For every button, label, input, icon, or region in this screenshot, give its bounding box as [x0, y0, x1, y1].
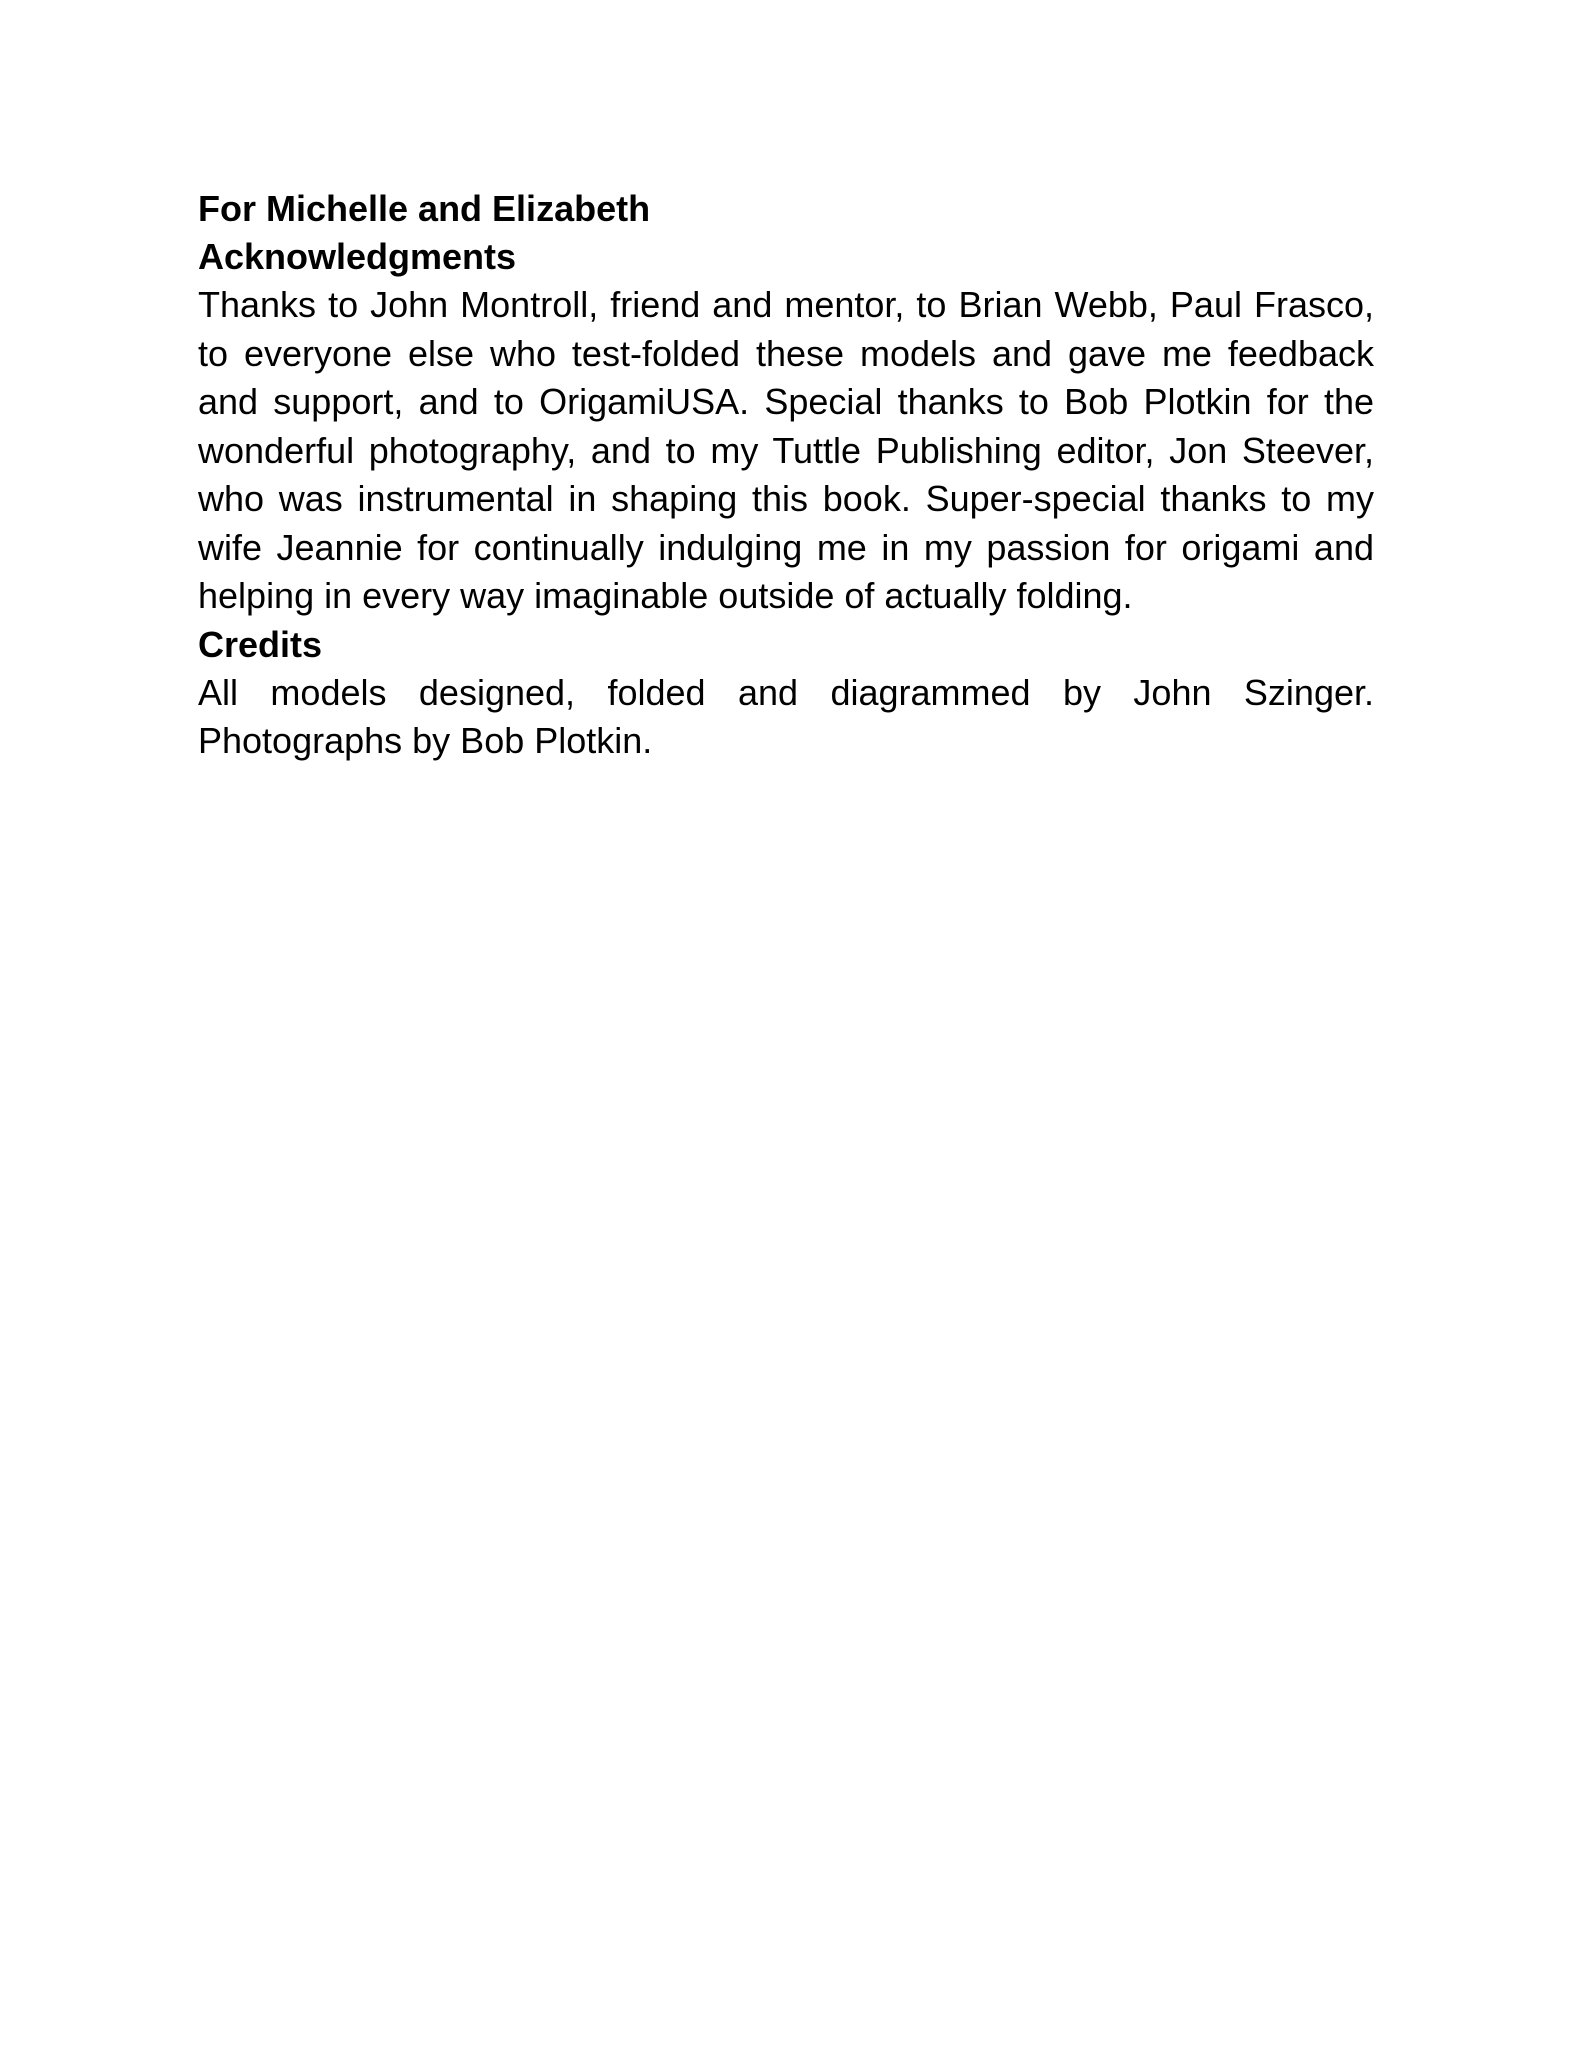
- page-content: [198, 185, 1374, 766]
- acknowledgments-heading: Acknowledgments: [198, 236, 517, 277]
- credits-text: All models designed, folded and diagrammed by John Szinger. Photographs by Bob Plotkin.: [198, 671, 1374, 761]
- credits-heading: Credits: [198, 623, 323, 665]
- acknowledgments-text: Thanks to John Montroll, friend and mentor, to Brian Webb, Paul Frasco, to everyone else who test-folded these models and gave me feedback and support, and to OrigamiUSA. Special thanks to Bob Plotkin for the wonderful photography, and to my Tuttle Publishing editor, Jon Steever, who was instrumental in shaping this book. Super-special thanks to my wife Jeannie for continually indulging me in my passion for origami and helping in every way imaginable outside of actually folding.: [198, 284, 1374, 616]
- dedication: For Michelle and Elizabeth: [198, 188, 651, 229]
